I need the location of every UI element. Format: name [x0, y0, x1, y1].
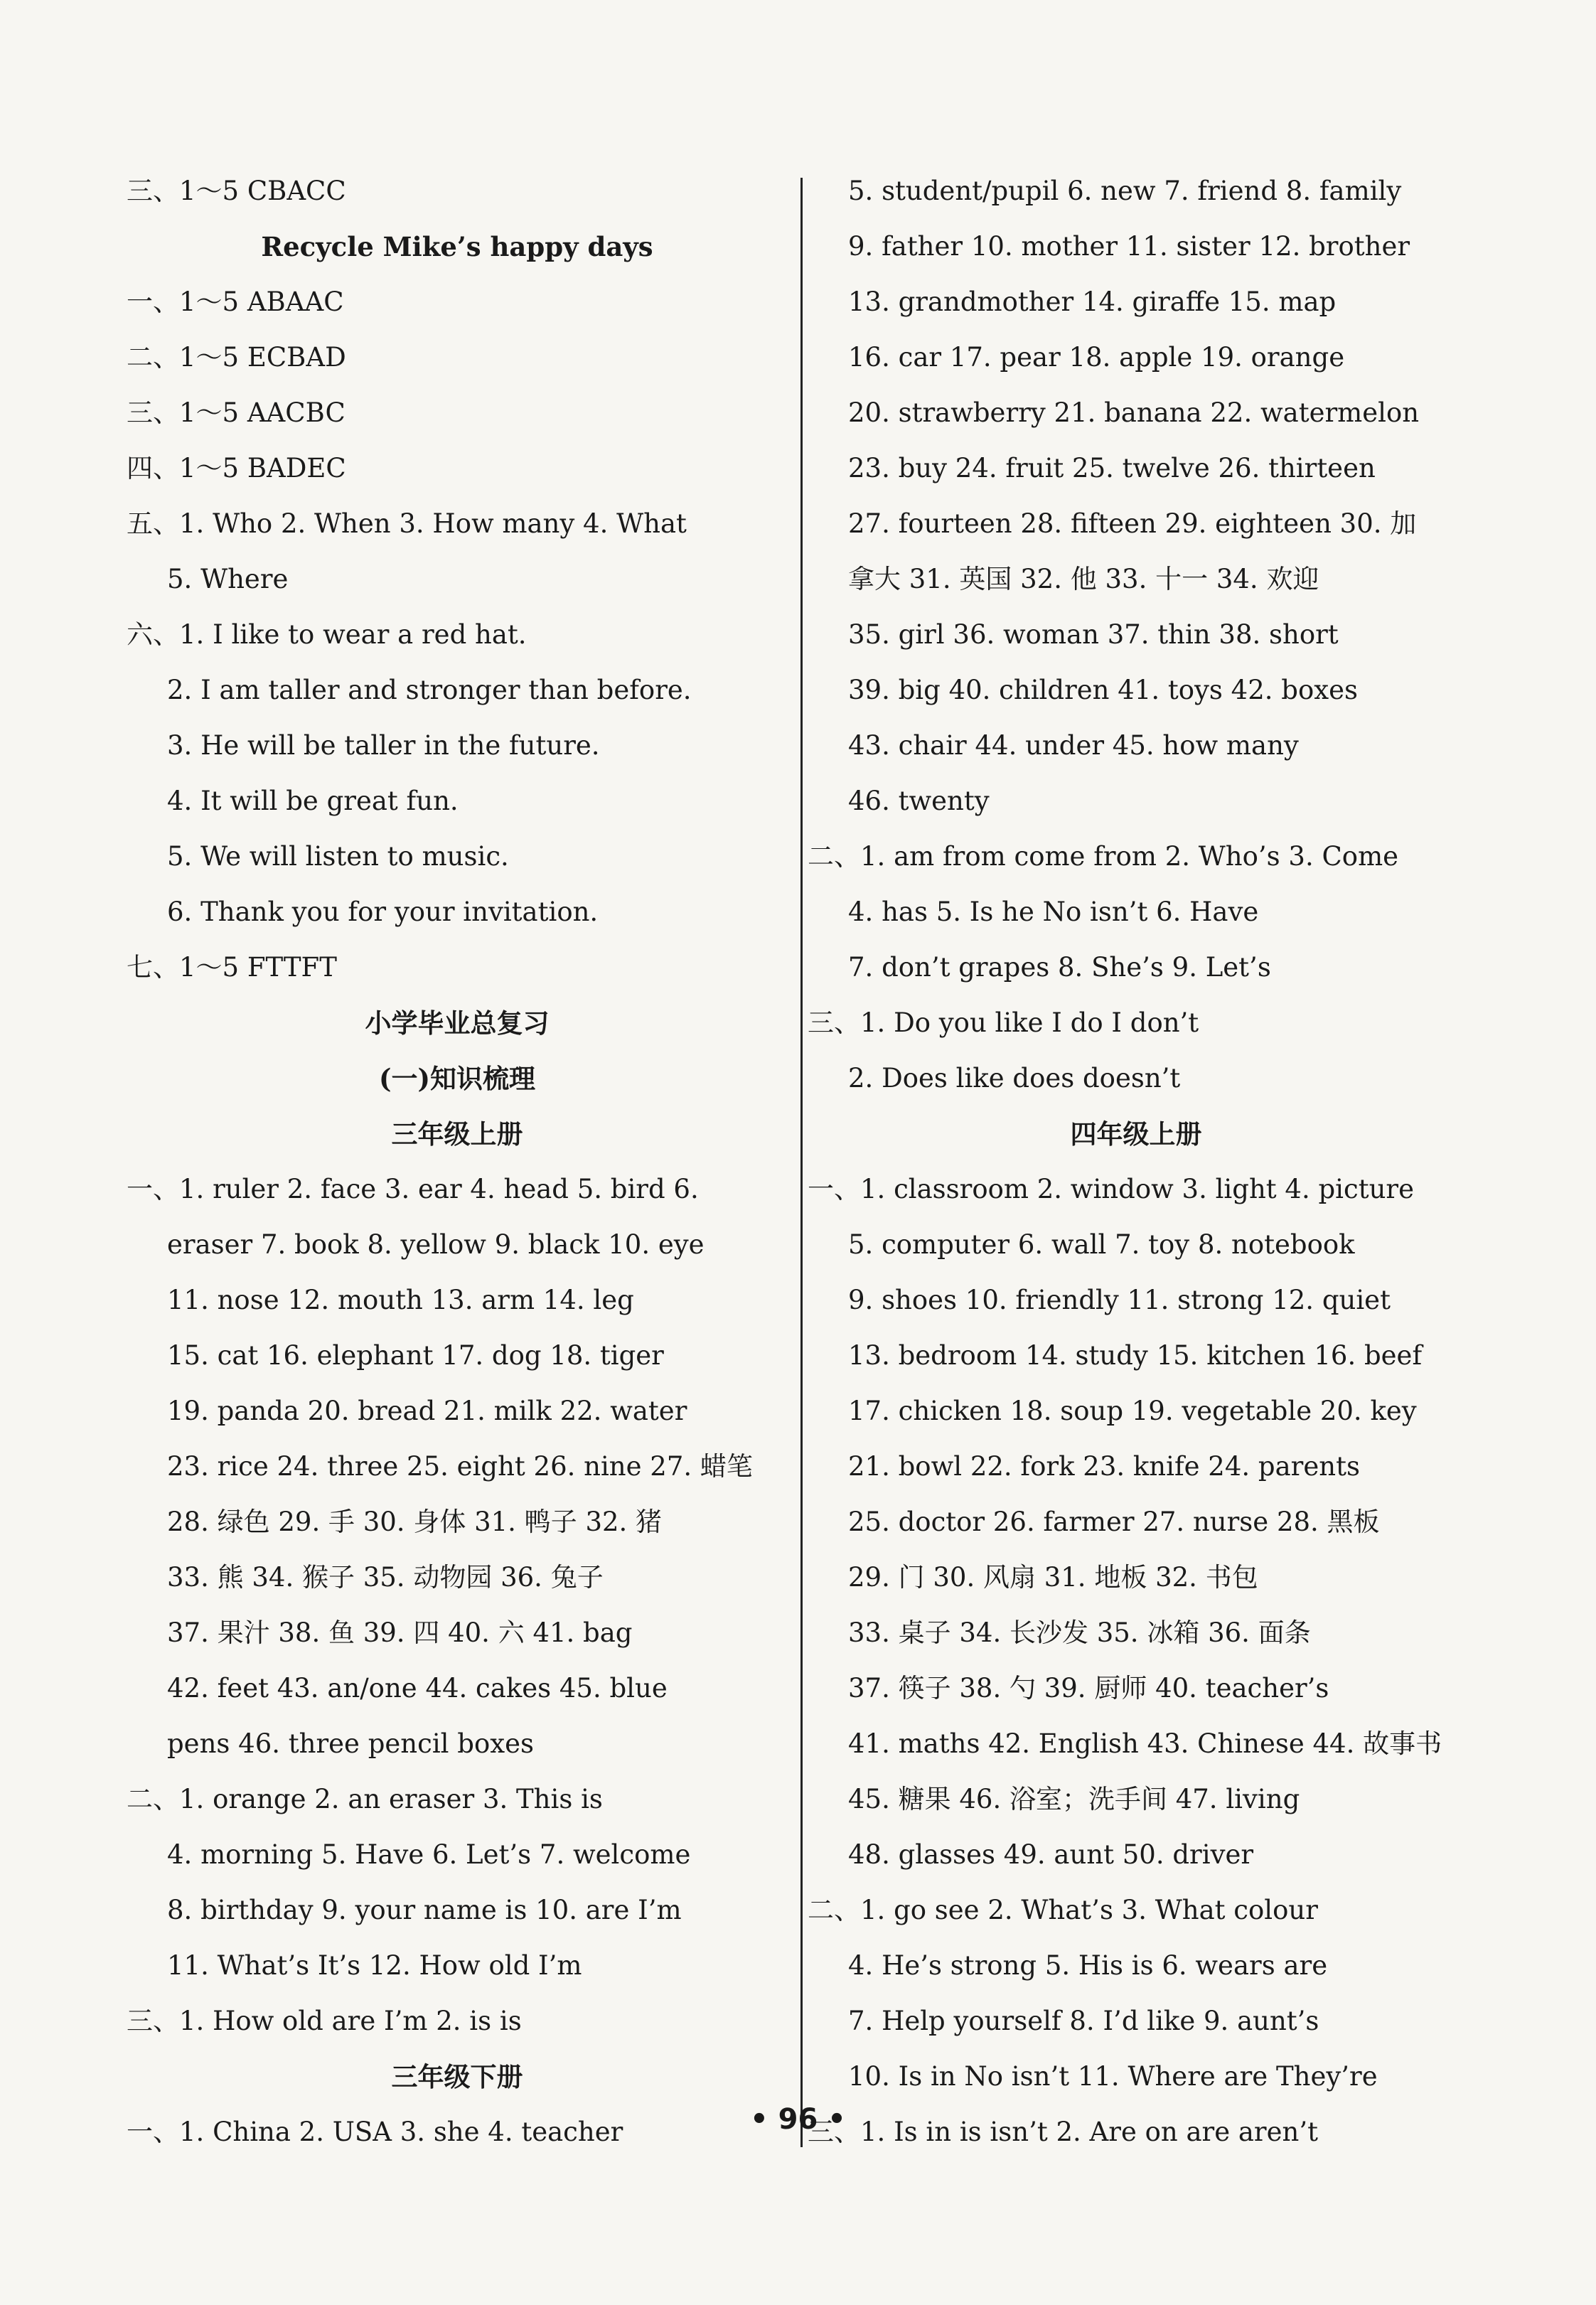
left-column: [127, 164, 788, 2160]
right-line: 13. grandmother 14. giraffe 15. map: [848, 287, 1337, 317]
left-line: 2. I am taller and stronger than before.: [167, 675, 692, 705]
column-divider: [800, 178, 803, 2147]
right-line: 33. 桌子 34. 长沙发 35. 冰箱 36. 面条: [848, 1617, 1311, 1648]
left-line: 28. 绿色 29. 手 30. 身体 31. 鸭子 32. 猪: [167, 1507, 663, 1537]
section-heading: 小学毕业总复习: [365, 1007, 550, 1039]
right-line: 10. Is in No isn’t 11. Where are They’re: [848, 2061, 1378, 2092]
left-line: 五、1. Who 2. When 3. How many 4. What: [127, 508, 687, 539]
right-line: 21. bowl 22. fork 23. knife 24. parents: [848, 1451, 1360, 1482]
right-line: 41. maths 42. English 43. Chinese 44. 故事书: [848, 1728, 1442, 1759]
right-line: 45. 糖果 46. 浴室；洗手间 47. living: [848, 1784, 1300, 1814]
left-line: eraser 7. book 8. yellow 9. black 10. eye: [167, 1229, 705, 1260]
right-line: 13. bedroom 14. study 15. kitchen 16. beef: [848, 1340, 1423, 1371]
section-heading: Recycle Mike’s happy days: [261, 231, 653, 262]
left-line: 4. It will be great fun.: [167, 786, 459, 816]
left-line: 8. birthday 9. your name is 10. are I’m: [167, 1895, 682, 1925]
right-line: 35. girl 36. woman 37. thin 38. short: [848, 619, 1339, 650]
left-line: 6. Thank you for your invitation.: [167, 897, 599, 927]
right-line: 7. don’t grapes 8. She’s 9. Let’s: [848, 952, 1271, 983]
right-line: 一、1. classroom 2. window 3. light 4. picture: [808, 1174, 1414, 1204]
page-number: • 96 •: [750, 2103, 846, 2136]
right-line: 4. has 5. Is he No isn’t 6. Have: [848, 897, 1259, 927]
right-line: 27. fourteen 28. fifteen 29. eighteen 30. 加: [848, 508, 1417, 539]
right-line: 25. doctor 26. farmer 27. nurse 28. 黑板: [848, 1507, 1380, 1537]
left-line: 六、1. I like to wear a red hat.: [127, 619, 527, 650]
left-line: 三、1. How old are I’m 2. is is: [127, 2006, 522, 2036]
right-line: 9. shoes 10. friendly 11. strong 12. quiet: [848, 1285, 1391, 1315]
left-line: 15. cat 16. elephant 17. dog 18. tiger: [167, 1340, 664, 1371]
left-line: 三、1～5 AACBC: [127, 397, 346, 428]
left-line: 二、1～5 ECBAD: [127, 342, 346, 373]
left-line: 42. feet 43. an/one 44. cakes 45. blue: [167, 1673, 668, 1704]
left-line: 5. We will listen to music.: [167, 841, 509, 872]
right-line: 9. father 10. mother 11. sister 12. brother: [848, 231, 1410, 262]
right-line: 23. buy 24. fruit 25. twelve 26. thirteen: [848, 453, 1376, 483]
left-line: 四、1～5 BADEC: [127, 453, 346, 483]
right-line: 20. strawberry 21. banana 22. watermelon: [848, 397, 1420, 428]
left-line: 19. panda 20. bread 21. milk 22. water: [167, 1396, 687, 1426]
left-line: 5. Where: [167, 564, 289, 594]
left-line: 三、1～5 CBACC: [127, 176, 346, 206]
section-heading: 四年级上册: [1070, 1118, 1202, 1150]
right-line: 4. He’s strong 5. His is 6. wears are: [848, 1950, 1328, 1981]
section-heading: 三年级上册: [391, 1118, 523, 1150]
left-line: 七、1～5 FTTFT: [127, 952, 337, 983]
right-line: 二、1. go see 2. What’s 3. What colour: [808, 1895, 1318, 1925]
right-line: 2. Does like does doesn’t: [848, 1063, 1181, 1093]
left-line: 33. 熊 34. 猴子 35. 动物园 36. 兔子: [167, 1562, 604, 1593]
section-heading: (一)知识梳理: [378, 1063, 535, 1094]
right-line: 5. student/pupil 6. new 7. friend 8. family: [848, 176, 1402, 206]
left-line: 23. rice 24. three 25. eight 26. nine 27. 蜡笔: [167, 1451, 753, 1482]
left-line: 11. What’s It’s 12. How old I’m: [167, 1950, 582, 1981]
right-line: 16. car 17. pear 18. apple 19. orange: [848, 342, 1345, 373]
left-line: 3. He will be taller in the future.: [167, 730, 600, 761]
left-line: 4. morning 5. Have 6. Let’s 7. welcome: [167, 1839, 691, 1870]
right-line: 7. Help yourself 8. I’d like 9. aunt’s: [848, 2006, 1319, 2036]
left-line: 二、1. orange 2. an eraser 3. This is: [127, 1784, 603, 1814]
right-line: 37. 筷子 38. 勺 39. 厨师 40. teacher’s: [848, 1673, 1329, 1704]
left-line: 37. 果汁 38. 鱼 39. 四 40. 六 41. bag: [167, 1617, 633, 1648]
right-line: 48. glasses 49. aunt 50. driver: [848, 1839, 1254, 1870]
right-line: 三、1. Do you like I do I don’t: [808, 1007, 1199, 1038]
section-heading: 三年级下册: [391, 2061, 523, 2092]
right-line: 17. chicken 18. soup 19. vegetable 20. key: [848, 1396, 1417, 1426]
right-line: 29. 门 30. 风扇 31. 地板 32. 书包: [848, 1562, 1258, 1593]
right-line: 5. computer 6. wall 7. toy 8. notebook: [848, 1229, 1355, 1260]
right-line: 39. big 40. children 41. toys 42. boxes: [848, 675, 1358, 705]
left-line: 一、1～5 ABAAC: [127, 287, 344, 317]
left-line: 一、1. China 2. USA 3. she 4. teacher: [127, 2117, 623, 2147]
right-line: 46. twenty: [848, 786, 990, 816]
left-line: pens 46. three pencil boxes: [167, 1728, 534, 1759]
right-line: 三、1. Is in is isn’t 2. Are on are aren’t: [808, 2117, 1318, 2147]
right-line: 二、1. am from come from 2. Who’s 3. Come: [808, 841, 1399, 872]
left-line: 一、1. ruler 2. face 3. ear 4. head 5. bird 6.: [127, 1174, 699, 1204]
left-line: 11. nose 12. mouth 13. arm 14. leg: [167, 1285, 634, 1315]
right-line: 拿大 31. 英国 32. 他 33. 十一 34. 欢迎: [848, 564, 1319, 594]
right-line: 43. chair 44. under 45. how many: [848, 730, 1299, 761]
right-column: [808, 164, 1474, 2160]
